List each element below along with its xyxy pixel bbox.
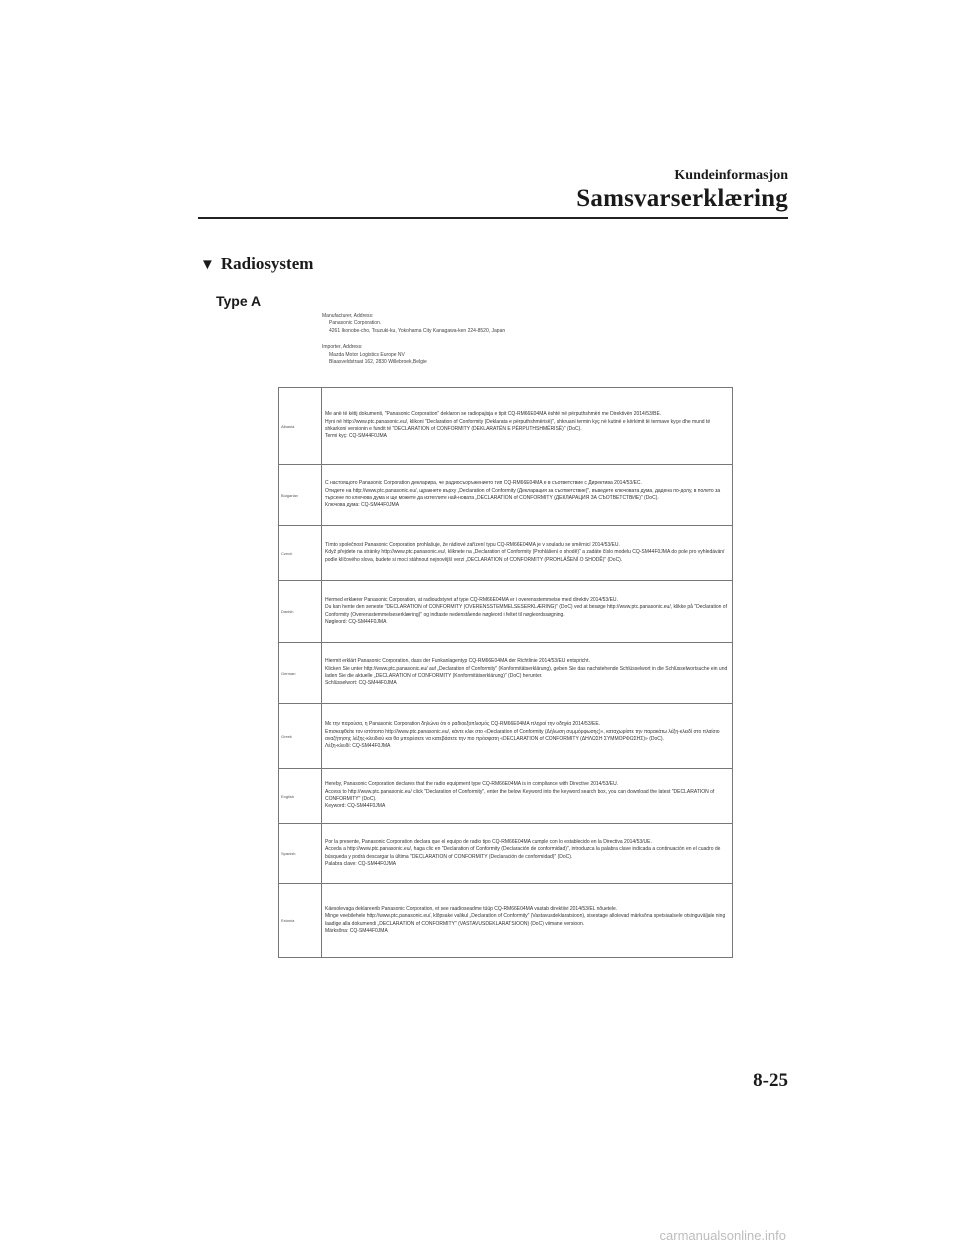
declaration-text: Käesolevaga deklareerib Panasonic Corporation, et see raadioseadme tüüp CQ-RM66E04MA vastab direktiivi 2014/53/EL nõuetele. Minge veebilehele http://www.ptc.panasonic.eu/, klõpsake valikul „Declaration of Conformity" (Vastavusdeklaratsioon), sisestage allolevad märksõna spetsiaalsele otsinguväljale ning laadige alla dokumendi „DECLARATION of CONFORMITY" (VASTAVUSDEKLARATSIOON) (DoC) viimane versioon. Märksõna: CQ-SM44F0JMA [322, 884, 733, 958]
table-row [279, 824, 733, 884]
table-row [279, 526, 733, 581]
table-row [279, 769, 733, 824]
section-heading [200, 254, 313, 274]
type-label: Type A [216, 293, 262, 309]
table-row [279, 388, 733, 465]
table-row [279, 581, 733, 643]
language-cell: Estonia [279, 884, 322, 958]
language-cell: Greek [279, 704, 322, 769]
declaration-text: С настоящото Panasonic Corporation декларира, че радиосъоръжението тип CQ-RM66E04MA е в съответствие с Директива 2014/53/ЕС. Отидете на http://www.ptc.panasonic.eu/, щракнете върху „Declaration of Conformity (Декларация за съответствие)", въведете ключовата дума, дадена по-долу, в полето за търсене по ключова дума и ще можете да изтеглите най-новата „DECLARATION of CONFORMITY (ДЕКЛАРАЦИЯ ЗА СЪОТВЕТСТВИЕ)" (DoC). Ключова дума: CQ-SM44F0JMA [322, 465, 733, 526]
table-row [279, 643, 733, 704]
manufacturer-label: Manufacturer, Address: [322, 313, 374, 319]
declaration-table [278, 387, 733, 958]
page-number: 8-25 [753, 1070, 788, 1091]
language-cell: English [279, 769, 322, 824]
importer-name: Mazda Motor Logistics Europe NV [329, 351, 405, 358]
manufacturer-address: 4261 Ikonobe-cho, Tsuzuki-ku, Yokohama City Kanagawa-ken 224-8520, Japan [329, 327, 506, 334]
declaration-text: Hermed erklærer Panasonic Corporation, at radioudstyret af type CQ-RM66E04MA er i overensstemmelse med direktiv 2014/53/EU. Du kan hente den seneste "DECLARATION of CONFORMITY (OVERENSSTEMMELSESERKLÆRING)" (DoC) ved at besøge http://www.ptc.panasonic.eu/, klikke på "Declaration of Conformity (Overensstemmelseserklæring)" og indtaste nedenstående nøgleord i feltet til nøgleordssøgning. Nøgleord: CQ-SM44F0JMA [322, 581, 733, 643]
watermark: carmanualsonline.info [659, 1228, 786, 1243]
header-subtitle: Kundeinformasjon [674, 168, 788, 183]
language-cell: Danish [279, 581, 322, 643]
importer-label: Importer, Address: [322, 344, 363, 351]
table-row [279, 884, 733, 958]
language-cell: Albania [279, 388, 322, 465]
language-cell: German [279, 643, 322, 704]
declaration-text: Hiermit erklärt Panasonic Corporation, dass der Funkanlagentyp CQ-RM66E04MA der Richtlinie 2014/53/EU entspricht. Klicken Sie unter http://www.ptc.panasonic.eu/ auf „Declaration of Conformity" (Konformitätserklärung), geben Sie das nachstehende Schlüsselwort in die Schlüsselwortsuche ein und laden Sie die aktuelle „DECLARATION of CONFORMITY (Konformitätserklärung)" (DoC) herunter. Schlüsselwort: CQ-SM44F0JMA [322, 643, 733, 704]
table-row [279, 465, 733, 526]
declaration-text: Tímto společnost Panasonic Corporation prohlašuje, že rádiové zařízení typu CQ-RM66E04MA je v souladu se směrnicí 2014/53/EU. Když přejdete na stránky http://www.ptc.panasonic.eu/, kliknete na „Declaration of Conformity (Prohlášení o shodě)" a zadáte číslo modelu CQ-SM44F0JMA do pole pro vyhledávání podle klíčového slova, budete si moci stáhnout nejnovější verzi „DECLARATION of CONFORMITY (PROHLÁŠENÍ O SHODĚ)" (DoC). [322, 526, 733, 581]
language-cell: Czech [279, 526, 322, 581]
importer-address: Blaasveldstraat 162, 2830 Willebroek,Belgie [329, 359, 427, 366]
section-heading-text: Radiosystem [220, 254, 314, 273]
header-title: Samsvarserklæring [576, 185, 788, 212]
triangle-marker-icon: ▼ [200, 257, 215, 273]
declaration-text: Με την παρούσα, η Panasonic Corporation δηλώνει ότι ο ραδιοεξοπλισμός CQ-RM66E04MA πληροί την οδηγία 2014/53/ΕΕ. Επισκεφθείτε τον ιστότοπο http://www.ptc.panasonic.eu/, κάντε κλικ στο «Declaration of Conformity (Δήλωση συμμόρφωσης)», καταχωρίστε την παρακάτω λέξη-κλειδί στο πλαίσιο αναζήτησης λέξης-κλειδιού και θα μπορέσετε να κατεβάσετε την πιο πρόσφατη «DECLARATION of CONFORMITY (ΔΗΛΩΣΗ ΣΥΜΜΟΡΦΩΣΗΣ)» (DoC). Λέξη-κλειδί: CQ-SM44F0JMA [322, 704, 733, 769]
manufacturer-name: Panasonic Corporation. [329, 320, 382, 327]
declaration-text: Por la presente, Panasonic Corporation declara que el equipo de radio tipo CQ-RM66E04MA cumple con lo establecido en la Directiva 2014/53/UE. Acceda a http://www.ptc.panasonic.eu/, haga clic en "Declaration of Conformity (Declaración de conformidad)", introduzca la palabra clave indicada a continuación en el cuadro de búsqueda y podrá descargar la última "DECLARATION of CONFORMITY (Declaración de conformidad)" (DoC). Palabra clave: CQ-SM44F0JMA [322, 824, 733, 884]
table-row [279, 704, 733, 769]
language-cell: Bulgarian [279, 465, 322, 526]
language-cell: Spanish [279, 824, 322, 884]
manufacturer-importer-block [322, 313, 642, 366]
declaration-text: Hereby, Panasonic Corporation declares that the radio equipment type CQ-RM66E04MA is in compliance with Directive 2014/53/EU. Access to http://www.ptc.panasonic.eu/ click "Declaration of Conformity", enter the below Keyword into the keyword search box, you can download the latest "DECLARATION of CONFORMITY" (DoC). Keyword: CQ-SM44F0JMA [322, 769, 733, 824]
header-divider [198, 217, 788, 219]
declaration-text: Me anë të këtij dokumenti, "Panasonic Corporation" deklaron se radiopajisja e tipit CQ-RM66E04MA është në përputhshmëri me Direktivën 2014/53/BE. Hyni në http://www.ptc.panasonic.eu/, klikoni "Declaration of Conformity (Deklarata e përputhshmërisë)", shkruani termin kyç në kutinë e kërkimit të termave kyçe dhe mund të shkarkoni versionin e fundit të "DECLARATION of CONFORMITY (DEKLARATËN E PËRPUTHSHMËRISË)" (DoC). Termi kyç: CQ-SM44F0JMA [322, 388, 733, 465]
